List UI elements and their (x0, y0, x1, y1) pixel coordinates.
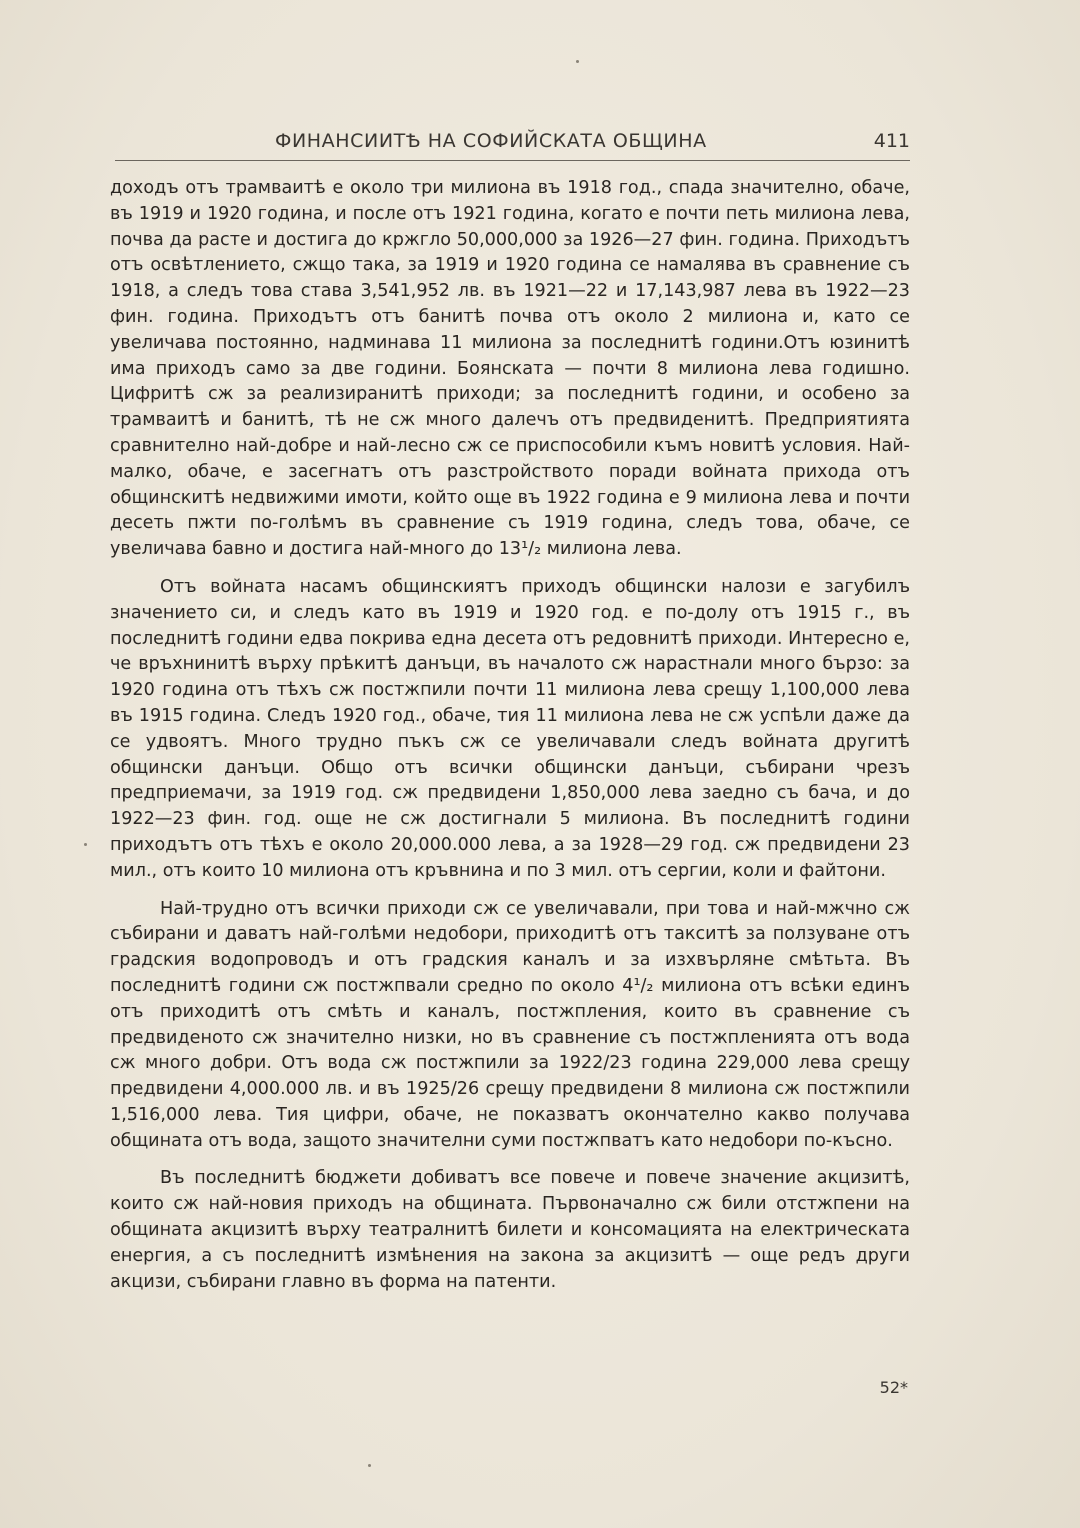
header-title: ФИНАНСИИТѢ НА СОФИЙСКАТА ОБЩИНА (275, 130, 707, 152)
body-text (110, 176, 910, 1307)
paragraph: Въ последнитѣ бюджети добиватъ все повече и повече значение акцизитѣ, които сж най-новия приходъ на общината. Първоначално сж били отстжпени на общината акцизитѣ върху театралнитѣ билети и консомацията на електрическата енергия, а съ последнитѣ измѣнения на закона за акцизитѣ — още редъ други акцизи, събирани главно въ форма на патенти. (110, 1168, 910, 1292)
paragraph: Най-трудно отъ всички приходи сж се увеличавали, при това и най-мжчно сж събирани и даватъ най-голѣми недобори, приходитѣ отъ такситѣ за ползуване отъ градския водопроводъ и отъ градския каналъ и за изхвърляне смѣтьта. Въ последнитѣ години сж постжпвали средно по около 4¹/₂ милиона отъ всѣки единъ отъ приходитѣ отъ смѣть и каналъ, постжпления, които въ сравнение съ предвиденото сж значително низки, но въ сравнение съ постжпленията отъ вода сж много добри. Отъ вода сж постжпили за 1922/23 година 229,000 лева срещу предвидени 4,000.000 лв. и въ 1925/26 срещу предвидени 8 милиона сж постжпили 1,516,000 лева. Тия цифри, обаче, не показватъ окончателно какво получава общината отъ вода, защото значителни суми постжпватъ като недобори по-късно. (110, 898, 910, 1151)
paper-speck (368, 1464, 371, 1467)
signature-mark: 52* (879, 1378, 908, 1397)
paper-speck (84, 843, 87, 846)
running-header (115, 128, 910, 161)
paragraph: Отъ войната насамъ общинскиятъ приходъ общински налози е загубилъ значението си, и следъ като въ 1919 и 1920 год. е по-долу отъ 1915 г., въ последнитѣ години едва покрива една десета отъ редовнитѣ приходи. Интересно е, че връхнинитѣ върху прѣкитѣ данъци, въ началото сж нарастнали много бързо: за 1920 година отъ тѣхъ сж постжпили почти 11 милиона лева срещу 1,100,000 лева въ 1915 година. Следъ 1920 год., обаче, тия 11 милиона лева не сж успѣли даже да се удвоятъ. Много трудно пъкъ сж се увеличавали следъ войната другитѣ общински данъци. Общо отъ всички общински данъци, събирани чрезъ предприемачи, за 1919 год. сж предвидени 1,850,000 лева заедно съ бача, и до 1922—23 фин. год. още не сж достигнали 5 милиона. Въ последнитѣ години приходътъ отъ тѣхъ е около 20,000.000 лева, а за 1928—29 год. сж предвидени 23 мил., отъ които 10 милиона отъ кръвнина и по 3 мил. отъ сергии, коли и файтони. (110, 576, 910, 881)
page-number: 411 (873, 130, 910, 152)
paper-speck (576, 60, 579, 63)
paragraph: доходъ отъ трамваитѣ е около три милиона въ 1918 год., спада значително, обаче, въ 1919 и 1920 година, и после отъ 1921 година, когато е почти петь милиона лева, почва да расте и достига до кржгло 50,000,000 за 1926—27 фин. година. Приходътъ отъ освѣтлението, сжщо така, за 1919 и 1920 година се намалява въ сравнение съ 1918, а следъ това става 3,541,952 лв. въ 1921—22 и 17,143,987 лева въ 1922—23 фин. година. Приходътъ отъ банитѣ почва отъ около 2 милиона и, като се увеличава постоянно, надминава 11 милиона за последнитѣ години.Отъ юзинитѣ има приходъ само за две години. Боянската — почти 8 милиона лева годишно. Цифритѣ сж за реализиранитѣ приходи; за последнитѣ години, и особено за трамваитѣ и банитѣ, тѣ не сж много далечъ отъ предвиденитѣ. Предприятията сравнително най-добре и най-лесно сж се приспособили къмъ новитѣ условия. Най-малко, обаче, е засегнатъ отъ разстройството поради войната прихода отъ общинскитѣ недвижими имоти, който още въ 1922 година е 9 милиона лева и почти десеть пжти по-голѣмъ въ сравнение съ 1919 година, следъ това, обаче, се увеличава бавно и достига най-много до 13¹/₂ милиона лева. (110, 178, 910, 560)
